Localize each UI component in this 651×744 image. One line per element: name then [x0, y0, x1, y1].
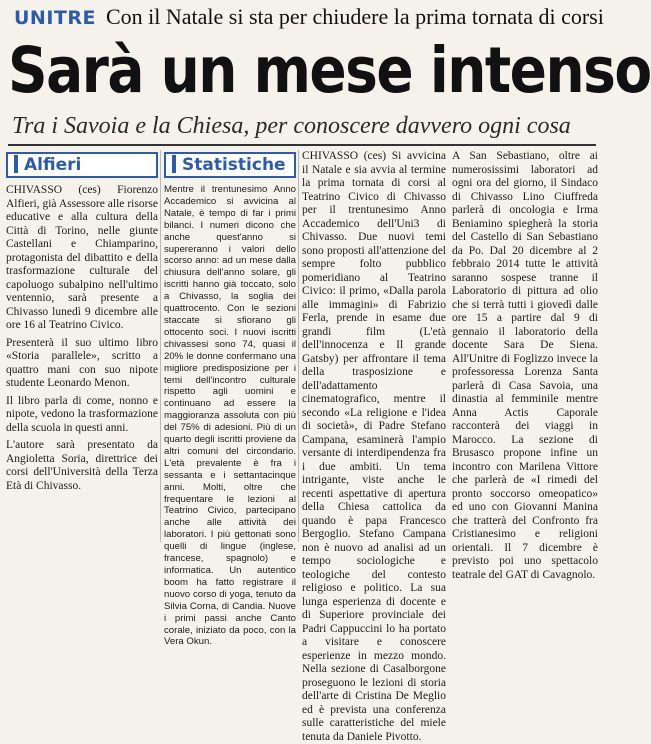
kicker-text: Con il Natale si sta per chiudere la prima tornata di corsi — [105, 4, 604, 29]
header-rule — [8, 144, 596, 146]
title-strip — [14, 155, 18, 173]
section-tag: UNITRE — [14, 7, 96, 29]
headline: Sarà un mese intenso — [8, 33, 651, 108]
box-title-text: Statistiche — [182, 155, 286, 175]
kicker-line — [14, 4, 604, 32]
paragraph: Presenterà il suo ultimo libro «Storia parallele», scritto a quattro mani con suo nipote studente Leonardo Menon. — [6, 336, 158, 389]
alfieri-body — [6, 184, 158, 493]
column-main-2 — [452, 150, 598, 581]
statistiche-body: Mentre il trentunesimo Anno Accademico si avvicina al Natale, è tempo di far i primi bilanci. I numeri dicono che anche quest'anno si supereranno i valori dello scorso anno: ad un mese dalla chiusura dell'anno solare, gli iscritti hanno già toccato, solo a Chivasso, la soglia dei quattrocento. Con le sezioni staccate si sfiorano gli ottocento soci. I nuovi iscritti chivassesi sono 74, quasi il 20% le donne confermano una migliore predisposizione per i temi dell'incontro culturale rispetto agli uomini e continuano ad essere la maggioranza assoluta con più del 75% di adesioni. Più di un quarto degli iscritti proviene da altri comuni del circondario. L'età prevalente è fra i sessanta e i settantacinque anni. Molti, oltre che frequentare le lezioni al Teatrino Civico, partecipano anche alle attività dei laboratori. I più gettonati sono quelli di lingue (inglese, francese, spagnolo) e informatica. Un autentico boom ha fatto registrare il nuovo corso di yoga, tenuto da Silvia Corna, di Candia. Nuove i primi passi anche Canto corale, iniziato da poco, con la Vera Okun. — [164, 184, 296, 648]
subheadline: Tra i Savoia e la Chiesa, per conoscere davvero ogni cosa — [12, 113, 571, 139]
main-body-part-2: A San Sebastiano, oltre ai numerosissimi laboratori ad ogni ora del giorno, il Sindaco di Chivasso Lino Ciuffreda parlerà di oncologia e Irma Beniamino spiegherà la storia del Castello di San Sebastiano da Po. Dal 20 dicembre al 2 febbraio 2014 tutte le attività saranno sospese tranne il Laboratorio di pittura ad olio che si terrà tutti i giovedì dalle ore 15 a partire dal 9 di gennaio il laboratorio della docente Sara De Siena. All'Unitre di Foglizzo invece la professoressa Lorenza Santa parlerà di Casa Savoia, una dinastia al femminile mentre Anna Actis Caporale racconterà dei viaggi in Marocco. La sezione di Brusasco propone infine un incontro con Marilena Vittore che parlerà de «I rimedi del pronto soccorso omeopatico» ed uno con Giovanni Manina che tratterà del Confronto fra Cristianesimo e religioni orientali. Il 7 dicembre è previsto poi uno spettacolo teatrale del GAT di Cavagnolo. — [452, 150, 598, 581]
column-divider — [160, 150, 161, 542]
column-statistiche — [164, 150, 296, 648]
box-title-statistiche — [164, 152, 296, 178]
paragraph: CHIVASSO (ces) Fiorenzo Alfieri, già Assessore alle risorse educative e alla cultura della Città di Torino, nelle giunte Castellani e Chiamparino, protagonista del dibattito e della trasformazione culturale del capoluogo subalpino nell'ultimo ventennio, sarà presente a Chivasso lunedì 9 dicembre alle ore 16 al Teatrino Civico. — [6, 184, 158, 331]
main-body-part-1: CHIVASSO (ces) Si avvicina il Natale e sia avvia al termine la prima tornata di corsi al Teatrino Civico di Chivasso per il trentunesimo Anno Accademico dell'Uni3 di Chivasso. Due nuovi temi sono proposti all'attenzione del sempre folto pubblico pomeridiano al Teatrino Civico: il primo, «Dalla parola alle immagini» di Fabrizio Ferla, prende in esame due grandi film (L'età dell'innocenza e Il grande Gatsby) per affrontare il tema della trasposizione e dell'adattamento cinematografico, mentre il secondo «La religione e l'idea di società», di Padre Stefano Campana, esaminerà l'ampio versante di interdipendenza fra i due ambiti. Un tema intrigante, viste anche le recenti aspettative di apertura della Chiesa cattolica da quando è papa Francesco Bergoglio. Stefano Campana non è nuovo ad analisi ad un tempo sociologiche e teologiche del contesto religioso e politico. La sua lunga esperienza di docente e di Superiore provinciale dei Padri Cappuccini lo ha portato a visitare e conoscere esperienze in mezzo mondo. Nella sezione di Casalborgone proseguono le lezioni di storia dell'arte di Cristina De Meglio ed è prevista una conferenza sulle caratteristiche del miele tenuta da Daniele Pivotto. — [302, 150, 446, 743]
column-divider — [298, 150, 299, 542]
box-title-text: Alfieri — [24, 155, 82, 175]
title-strip — [172, 155, 176, 173]
paragraph: L'autore sarà presentato da Angioletta Soria, direttrice dei corsi dell'Università della Terza Età di Chivasso. — [6, 439, 158, 492]
box-title-alfieri — [6, 152, 158, 178]
column-main-1 — [302, 150, 446, 743]
paragraph: Il libro parla di come, nonno e nipote, vedono la trasformazione della scuola in questi anni. — [6, 394, 158, 434]
column-alfieri — [6, 150, 158, 542]
